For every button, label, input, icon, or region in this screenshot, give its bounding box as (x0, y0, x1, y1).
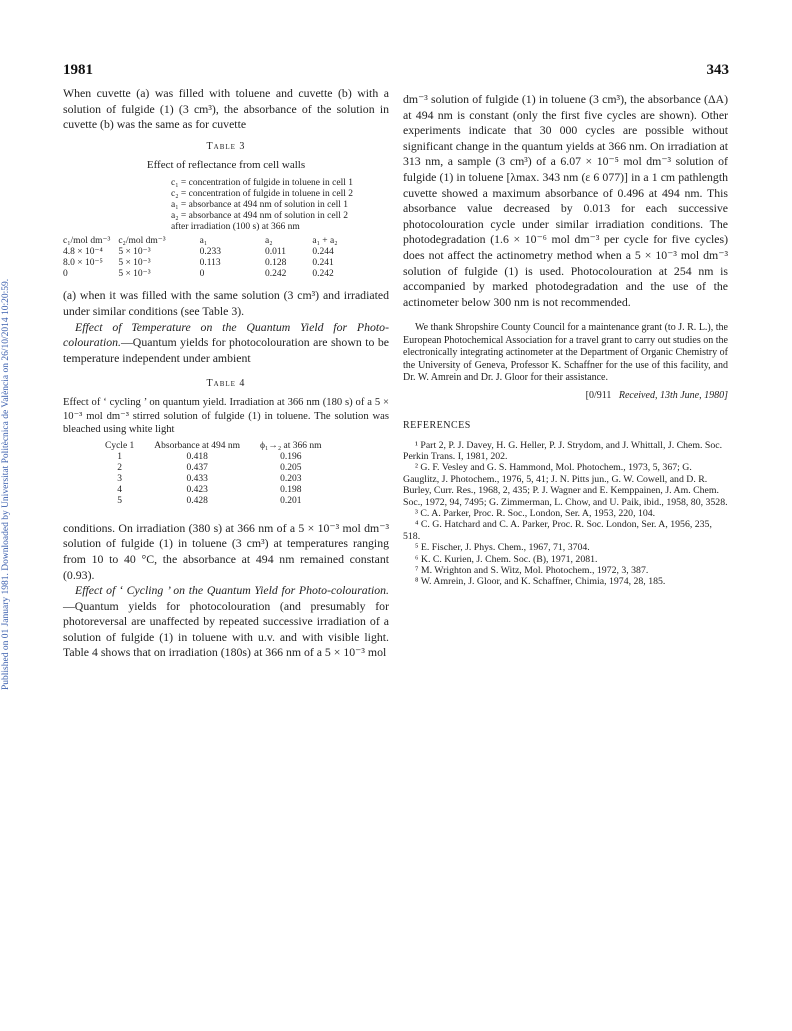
table-cell: 0.242 (312, 269, 334, 280)
table-cell: 1 (117, 451, 123, 462)
table-cell: 0.242 (265, 269, 287, 280)
table-row (95, 485, 332, 496)
table-cell: 3 (117, 473, 123, 484)
table-cell: 0.437 (186, 462, 208, 473)
download-watermark (0, 150, 14, 690)
table-cell: 0.113 (199, 258, 221, 269)
table-cell: 0.196 (280, 451, 302, 462)
received-line (403, 388, 728, 404)
header-year: 1981 (63, 62, 93, 78)
definition-line: after irradiation (100 s) at 366 nm (171, 222, 300, 233)
definition-line: c₂ = concentration of fulgide in toluene in cell 2 (171, 189, 353, 200)
reference-item: ⁷ M. Wrighton and S. Witz, Mol. Photochem., 1972, 3, 387. (415, 565, 649, 576)
table-cell: 0.428 (186, 495, 208, 506)
reference-item: ⁴ C. G. Hatchard and C. A. Parker, Proc. R. Soc. London, Ser. A, 1956, 235, 518. (403, 519, 712, 542)
table-3 (59, 236, 342, 280)
reference-item: ⁵ E. Fischer, J. Phys. Chem., 1967, 71, 3704. (415, 542, 590, 554)
table-cell: 0.244 (312, 247, 334, 258)
paragraph-text: —Quantum yields for photocolouration (and presumably for photoreversal are unaffected by repeated successive irradiation of a solution of fulgide (1) in toluene with u.v. and with visible light. Table 4 shows that on irradiation (180s) at 366 nm of a 5 × 10⁻³ mol (63, 598, 389, 660)
table-row (59, 269, 342, 280)
paragraph: (a) when it was filled with the same solution (3 cm³) and irradiated under similar conditions (see Table 3). (63, 288, 389, 318)
paragraph (63, 583, 389, 661)
table-cell: 4.8 × 10⁻⁴ (63, 247, 103, 258)
reference-item: ¹ Part 2, P. J. Davey, H. G. Heller, P. J. Strydom, and J. Whittall, J. Chem. Soc. Perkin Trans. I, 1981, 202. (403, 439, 723, 462)
table-cell: 0.198 (280, 484, 302, 495)
table-cell: 0 (63, 269, 68, 280)
table-cell: 8.0 × 10⁻⁵ (63, 258, 103, 269)
section-title: Effect of Temperature on the Quantum Yield for Photo-colouration. (63, 319, 389, 350)
table-cell: 2 (117, 462, 123, 473)
table-cell: 0.241 (312, 258, 334, 269)
table-cell: 0.423 (186, 484, 208, 495)
reference-item: ⁶ K. C. Kurien, J. Chem. Soc. (B), 1971, 2081. (415, 553, 598, 565)
table-row (59, 247, 342, 258)
page-number: 343 (706, 62, 729, 78)
column-header: a₂ (265, 236, 273, 247)
table-cell: 0.201 (280, 495, 302, 506)
received-date: Received, 13th June, 1980] (618, 390, 728, 402)
column-header: a₁ (199, 236, 208, 247)
column-header: a₁ + a₂ (312, 236, 338, 247)
definition-line: a₁ = absorbance at 494 nm of solution in cell 1 (171, 200, 348, 211)
table-row (95, 463, 332, 474)
definition-line: c₁ = concentration of fulgide in toluene in cell 1 (171, 178, 353, 189)
definition-line: a₂ = absorbance at 494 nm of solution in cell 2 (171, 211, 348, 222)
right-column (403, 92, 728, 588)
table-4-label: Table 4 (206, 378, 246, 390)
paragraph: conditions. On irradiation (380 s) at 366 nm of a 5 × 10⁻³ mol dm⁻³ solution of fulgide (1) in toluene (3 cm³) at temperatures ranging from 10 to 40 °C, the absorbance at 494 nm remained constant (0.93). (63, 520, 389, 582)
column-header: c₂/mol dm⁻³ (118, 236, 166, 247)
table-row (95, 496, 332, 507)
left-column (63, 86, 389, 661)
table-cell: 0 (199, 269, 205, 280)
table-row (95, 474, 332, 485)
table-row (59, 258, 342, 269)
table-cell: 5 × 10⁻³ (118, 247, 151, 258)
table-cell: 0.128 (265, 258, 287, 269)
table-3-label: Table 3 (206, 140, 246, 152)
table-cell: 0.433 (186, 473, 208, 484)
table-row (95, 452, 332, 463)
paragraph: When cuvette (a) was filled with toluene and cuvette (b) with a solution of fulgide (1) (3 cm³), the absorbance of the solution in cuvette (b) was the same as for cuvette (63, 86, 389, 132)
column-header: Absorbance at 494 nm (154, 440, 241, 451)
column-header: c₁/mol dm⁻³ (63, 236, 111, 247)
table-cell: 0.203 (280, 473, 302, 484)
table-cell: 0.011 (265, 247, 287, 258)
table-3-definitions (171, 178, 389, 233)
reference-item: ³ C. A. Parker, Proc. R. Soc., London, Ser. A, 1953, 220, 104. (415, 507, 656, 519)
reference-item: ⁸ W. Amrein, J. Gloor, and K. Schaffner, Chimia, 1974, 28, 185. (415, 576, 666, 588)
paragraph-text: —Quantum yields for photocolouration are shown to be temperature independent under ambient (63, 335, 389, 365)
paragraph: dm⁻³ solution of fulgide (1) in toluene (3 cm³), the absorbance (ΔA) at 494 nm is constant (only the first five cycles are shown). Other experiments indicate that 30 000 cycles are possible without significant change in the quantum yields at 366 nm. On irradiation at 313 nm, a sample (3 cm³) of a 6.07 × 10⁻⁵ mol dm⁻³ solution of fulgide (1) in toluene [λmax. 343 nm (ε 6 077)] in a 1 cm pathlength cuvette showed a maximum absorbance of 0.496 at 494 nm. This absorbance value decreased by 0.013 for each successive photocolouration cycle under similar irradiation conditions. The photodegradation (1.6 × 10⁻⁶ mol dm⁻³ per cycle for five cycles) does not affect the actinometry method when a 5 × 10⁻³ mol dm⁻³ solution of fulgide (1) is used. Photocolouration at 254 nm is accompanied by marked photodegradation and the use of the actinometer below 300 nm is not recommended. (403, 92, 728, 309)
table-cell: 5 × 10⁻³ (118, 269, 151, 280)
references-list (403, 440, 728, 588)
table-4-caption: Effect of ‘ cycling ’ on quantum yield. Irradiation at 366 nm (180 s) of a 5 × 10⁻³ mol dm⁻³ stirred solution of fulgide (1) in toluene. The solution was bleached using white light (63, 396, 389, 436)
references-heading: REFERENCES (403, 419, 471, 431)
table-header-row (59, 236, 342, 247)
download-watermark-text: Published on 01 January 1981. Downloaded by Universitat Politècnica de València on 26/10/2014 10:20:59. (1, 278, 11, 690)
table-cell: 0.418 (186, 451, 208, 462)
table-cell: 0.233 (199, 247, 222, 258)
table-cell: 0.205 (280, 462, 302, 473)
table-header-row (95, 441, 332, 452)
reference-item: ² G. F. Vesley and G. S. Hammond, Mol. Photochem., 1973, 5, 367; G. Gauglitz, J. Photochem., 1976, 5, 41; J. N. Pitts jun., G. W. Cowell, and D. R. Burley, Curr. Res., 1968, 2, 435; P. J. Wagner and E. Kemppainen, J. Am. Chem. Soc., 1972, 94, 7495; G. Zimmerman, L. Chow, and U. Paik, ibid., 1958, 80, 3528. (403, 462, 728, 508)
table-cell: 4 (117, 484, 123, 495)
acknowledgements: We thank Shropshire County Council for a maintenance grant (to J. R. L.), the European Photochemical Association for a travel grant to carry out studies on the electronically integrating actinometer at the Department of Organic Chemistry of the University of Geneva, Professor K. Schaffner for the use of this facility, and Dr. W. Amrein and Dr. J. Gloor for their assistance. (403, 322, 728, 383)
table-4 (95, 441, 332, 507)
table-3-caption: Effect of reflectance from cell walls (146, 159, 306, 172)
table-cell: 5 × 10⁻³ (118, 258, 151, 269)
column-header: ϕ₁→₂ at 366 nm (260, 440, 322, 451)
column-header: Cycle 1 (105, 440, 135, 451)
table-cell: 5 (117, 495, 123, 506)
paragraph (63, 320, 389, 367)
manuscript-code: [0/911 (585, 390, 612, 402)
section-title: Effect of ‘ Cycling ’ on the Quantum Yield for Photo-colouration. (75, 583, 389, 598)
